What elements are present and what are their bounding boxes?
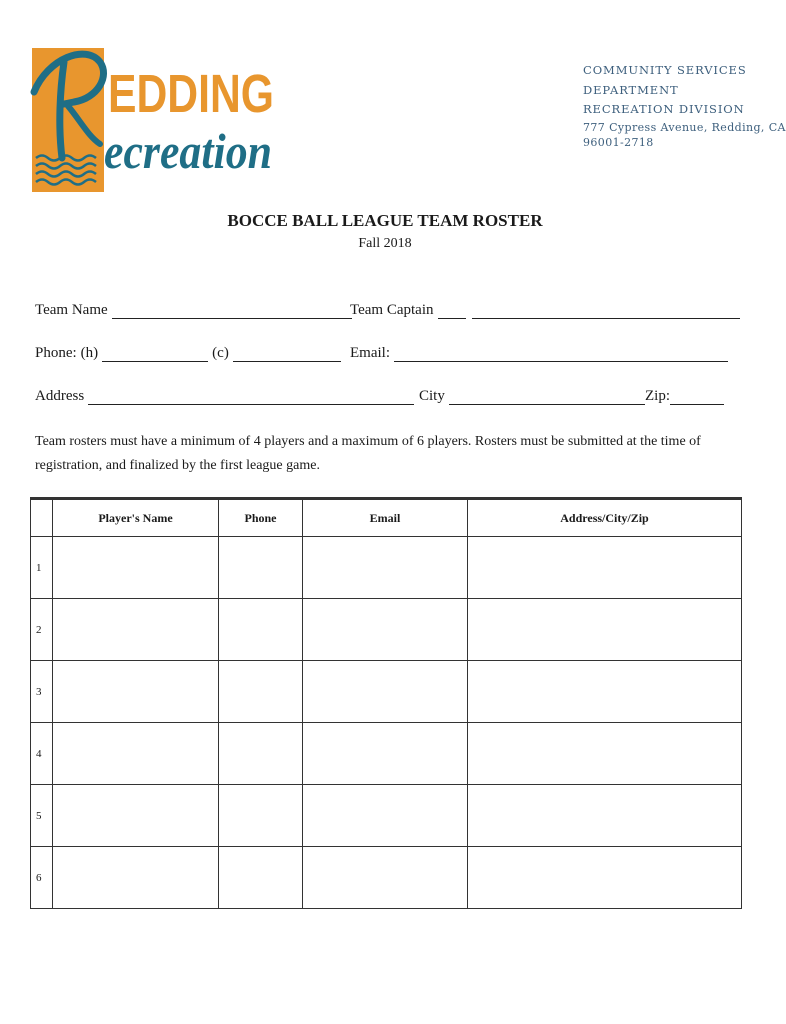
player-address-cell[interactable] — [468, 537, 742, 599]
player-name-cell[interactable] — [53, 599, 219, 661]
address-line[interactable] — [88, 390, 414, 405]
street-address: 777 Cypress Avenue, Redding, CA — [583, 120, 786, 134]
phone-home-line[interactable] — [102, 347, 208, 362]
roster-instructions: Team rosters must have a minimum of 4 players and a maximum of 6 players. Rosters must be submitted at the time of registration, and finalized by the first league game. — [35, 434, 701, 473]
row-number: 3 — [31, 661, 53, 723]
player-email-cell[interactable] — [303, 661, 468, 723]
address-field[interactable] — [35, 388, 414, 405]
logo-edding-text: EDDING — [108, 64, 274, 124]
document-title: BOCCE BALL LEAGUE TEAM ROSTER — [227, 211, 543, 230]
player-name-cell[interactable] — [53, 661, 219, 723]
zip-label: Zip: — [645, 388, 670, 404]
address-label: Address — [35, 388, 85, 404]
player-email-cell[interactable] — [303, 599, 468, 661]
player-email-cell[interactable] — [303, 537, 468, 599]
table-row — [31, 785, 742, 847]
player-name-cell[interactable] — [53, 537, 219, 599]
player-phone-cell[interactable] — [219, 723, 303, 785]
player-address-cell[interactable] — [468, 847, 742, 909]
zip-line[interactable] — [670, 390, 724, 405]
player-email-cell[interactable] — [303, 785, 468, 847]
phone-field[interactable] — [35, 345, 341, 362]
phone-label: Phone: — [35, 345, 77, 361]
player-address-cell[interactable] — [468, 785, 742, 847]
row-number: 6 — [31, 847, 53, 909]
player-address-cell[interactable] — [468, 723, 742, 785]
division-name: RECREATION DIVISION — [583, 102, 745, 116]
team-captain-field[interactable] — [350, 302, 740, 319]
email-header: Email — [303, 499, 468, 537]
email-label: Email: — [350, 345, 390, 361]
team-captain-line-short[interactable] — [438, 304, 466, 319]
table-row — [31, 661, 742, 723]
department-name-line-1: COMMUNITY SERVICES — [583, 63, 747, 77]
table-row — [31, 847, 742, 909]
document-subtitle: Fall 2018 — [358, 236, 412, 251]
team-name-line[interactable] — [112, 304, 352, 319]
roster-table — [30, 497, 742, 909]
table-row — [31, 723, 742, 785]
player-phone-cell[interactable] — [219, 785, 303, 847]
team-name-field[interactable] — [35, 302, 352, 319]
city-label: City — [419, 388, 445, 404]
row-number-header — [31, 499, 53, 537]
phone-home-label: (h) — [80, 345, 99, 361]
team-name-label: Team Name — [35, 302, 108, 318]
table-row — [31, 599, 742, 661]
department-name-line-2: DEPARTMENT — [583, 82, 679, 97]
player-phone-cell[interactable] — [219, 599, 303, 661]
player-email-cell[interactable] — [303, 847, 468, 909]
logo-ecreation-text: ecreation — [104, 123, 272, 179]
roster-header-row — [31, 499, 742, 537]
table-row — [31, 537, 742, 599]
city-line[interactable] — [449, 390, 645, 405]
zip-code: 96001-2718 — [583, 135, 654, 149]
player-name-cell[interactable] — [53, 723, 219, 785]
player-address-cell[interactable] — [468, 661, 742, 723]
email-field[interactable] — [350, 345, 728, 362]
team-captain-line[interactable] — [472, 304, 740, 319]
zip-field[interactable] — [645, 388, 724, 405]
team-captain-label: Team Captain — [350, 302, 434, 318]
player-phone-cell[interactable] — [219, 847, 303, 909]
player-address-cell[interactable] — [468, 599, 742, 661]
players-name-header: Player's Name — [53, 499, 219, 537]
player-email-cell[interactable] — [303, 723, 468, 785]
player-phone-cell[interactable] — [219, 661, 303, 723]
phone-cell-line[interactable] — [233, 347, 341, 362]
player-name-cell[interactable] — [53, 785, 219, 847]
phone-header: Phone — [219, 499, 303, 537]
email-line[interactable] — [394, 347, 728, 362]
player-name-cell[interactable] — [53, 847, 219, 909]
row-number: 5 — [31, 785, 53, 847]
player-phone-cell[interactable] — [219, 537, 303, 599]
address-city-zip-header: Address/City/Zip — [468, 499, 742, 537]
redding-recreation-logo — [28, 40, 278, 200]
row-number: 4 — [31, 723, 53, 785]
department-block — [583, 61, 786, 150]
city-field[interactable] — [419, 388, 645, 405]
phone-cell-label: (c) — [212, 345, 229, 361]
row-number: 1 — [31, 537, 53, 599]
row-number: 2 — [31, 599, 53, 661]
